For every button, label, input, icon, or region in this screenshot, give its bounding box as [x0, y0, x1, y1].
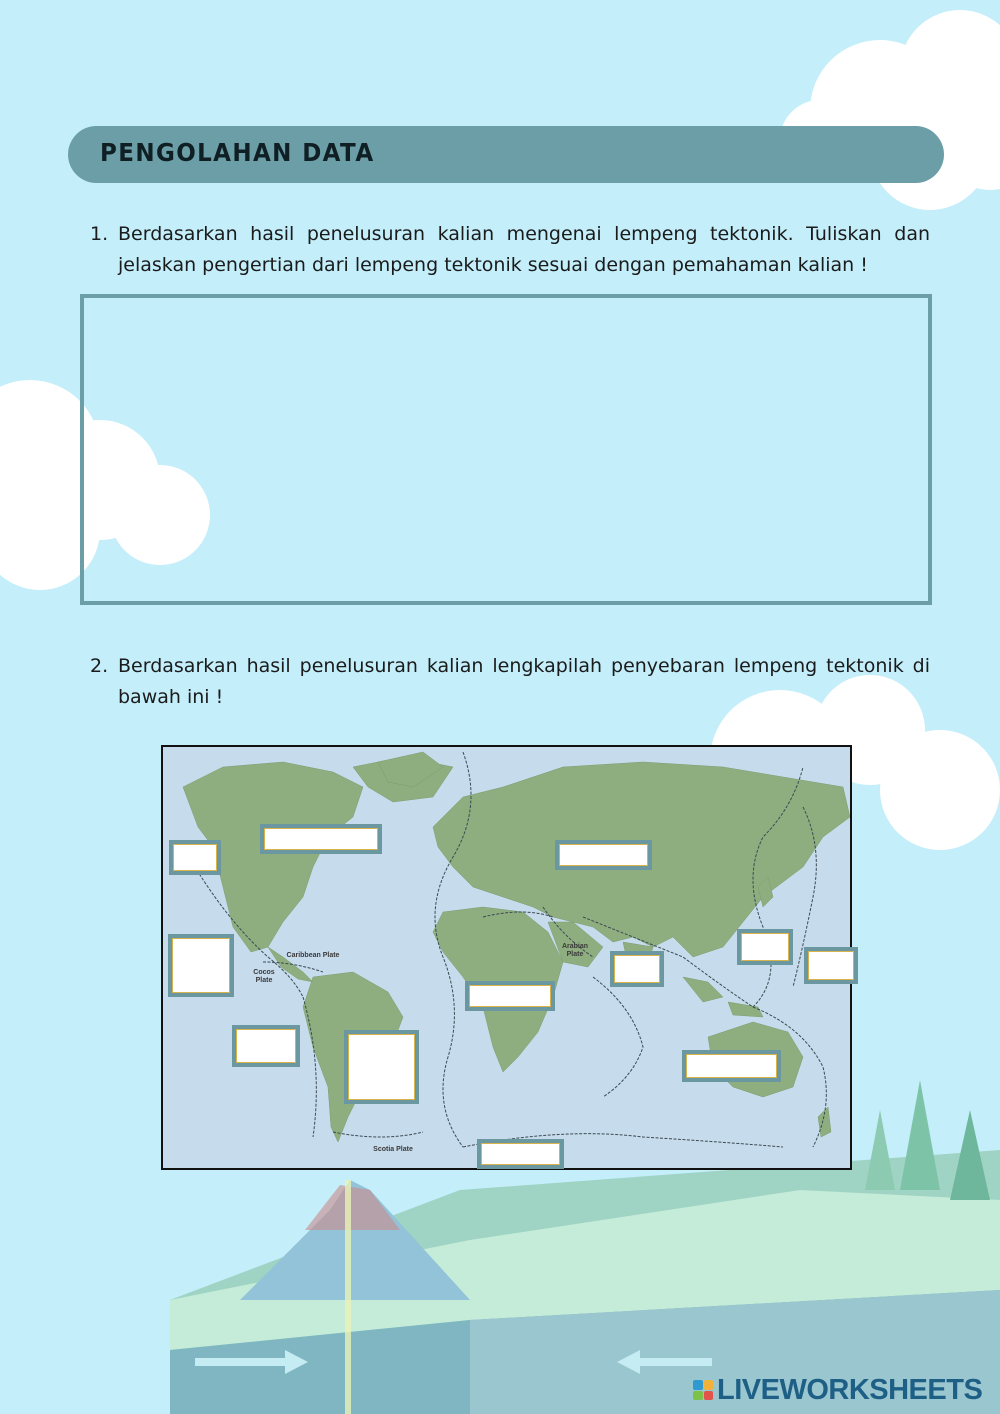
- question-number: 2.: [90, 655, 109, 677]
- plate-answer-box-african[interactable]: [465, 981, 555, 1011]
- plate-answer-box-pacific-east[interactable]: [168, 934, 234, 997]
- plate-answer-box-pacific-west[interactable]: [804, 947, 858, 984]
- question-text: Berdasarkan hasil penelusuran kalian lengkapilah penyebaran lempeng tektonik di bawah ini !: [118, 655, 930, 708]
- brand-name: LIVEWORKSHEETS: [717, 1373, 983, 1406]
- arabian-plate-label: Arabian Plate: [561, 943, 589, 958]
- scotia-plate-label: Scotia Plate: [373, 1146, 413, 1153]
- cocos-plate-label: Cocos Plate: [253, 969, 275, 984]
- section-title: PENGOLAHAN DATA: [100, 138, 375, 167]
- liveworksheets-logo[interactable]: [693, 1375, 982, 1405]
- plate-answer-box-north-american[interactable]: [260, 824, 382, 854]
- plate-answer-box-south-american[interactable]: [344, 1030, 419, 1104]
- question-number: 1.: [90, 223, 109, 245]
- plate-answer-box-antarctic[interactable]: [477, 1139, 564, 1169]
- plate-answer-box-philippine[interactable]: [737, 929, 793, 965]
- section-header: [68, 126, 944, 183]
- question-text: Berdasarkan hasil penelusuran kalian mengenai lempeng tektonik. Tuliskan dan jelaskan pengertian dari lempeng tektonik sesuai dengan pemahaman kalian !: [118, 223, 930, 276]
- plate-answer-box-nazca[interactable]: [232, 1025, 300, 1067]
- plate-answer-box-indian[interactable]: [610, 951, 664, 987]
- answer-textbox-1[interactable]: [80, 294, 932, 605]
- liveworksheets-logo-icon: [693, 1380, 713, 1400]
- plate-answer-box-eurasian[interactable]: [555, 840, 652, 870]
- question-2: [90, 651, 930, 713]
- plate-answer-box-juan-de-fuca[interactable]: [169, 840, 221, 875]
- plate-answer-box-australian[interactable]: [682, 1050, 781, 1082]
- question-1: [90, 219, 930, 281]
- caribbean-plate-label: Caribbean Plate: [286, 952, 340, 959]
